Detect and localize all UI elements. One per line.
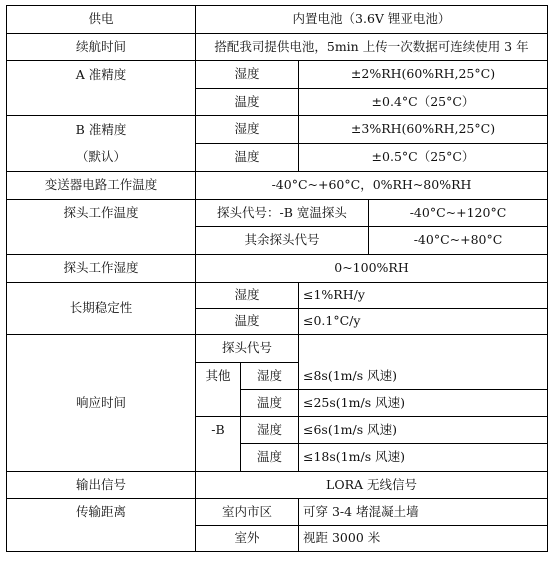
response-b-humidity-label: 湿度 [256,421,282,437]
stability-label: 长期稳定性 [69,300,133,316]
distance-outdoor-label: 室外 [234,530,260,546]
response-b-humidity-value: ≤6s(1m/s 风速) [303,421,398,437]
accuracy-b-humidity-value: ±3%RH(60%RH,25°C) [350,121,496,137]
accuracy-b-humidity-label: 湿度 [234,121,260,137]
probe-temp-b-label: 探头代号：-B 宽温探头 [217,204,347,220]
probe-humidity-value: 0~100%RH [334,260,409,276]
output-label: 输出信号 [75,476,126,492]
response-other-humidity-label: 湿度 [256,367,282,383]
probe-temp-others-value: -40°C~+80°C [413,232,503,248]
stability-humidity-label: 湿度 [234,287,260,303]
response-other-temperature-label: 温度 [256,394,282,410]
response-probe-header: 探头代号 [221,340,272,356]
response-other-label: 其他 [205,367,231,383]
distance-label: 传输距离 [75,503,126,519]
probe-temp-others-label: 其余探头代号 [244,232,320,248]
circuit-temp-label: 变送器电路工作温度 [44,177,158,193]
power-value: 内置电池（3.6V 锂亚电池） [292,11,451,27]
distance-outdoor-value: 视距 3000 米 [303,530,381,546]
response-label: 响应时间 [75,394,126,410]
accuracy-b-default-label: （默认） [75,149,126,165]
stability-temperature-label: 温度 [234,313,260,329]
accuracy-a-humidity-label: 湿度 [234,66,260,82]
accuracy-a-label: A 准精度 [75,66,127,82]
probe-humidity-label: 探头工作湿度 [63,260,139,276]
endurance-label: 续航时间 [75,38,126,54]
response-b-temperature-value: ≤18s(1m/s 风速) [303,449,405,465]
response-other-humidity-value: ≤8s(1m/s 风速) [303,367,398,383]
accuracy-b-label: B 准精度 [75,121,127,137]
accuracy-b-temperature-label: 温度 [234,149,260,165]
stability-humidity-value: ≤1%RH/y [303,287,365,303]
response-b-label: -B [211,421,225,437]
circuit-temp-value: -40°C~+60°C，0%RH~80%RH [271,177,472,193]
power-label: 供电 [88,11,114,27]
accuracy-a-humidity-value: ±2%RH(60%RH,25°C) [350,66,496,82]
accuracy-a-temperature-label: 温度 [234,93,260,109]
probe-temp-label: 探头工作温度 [63,204,139,220]
response-b-temperature-label: 温度 [256,449,282,465]
stability-temperature-value: ≤0.1°C/y [303,313,361,329]
distance-indoor-label: 室内市区 [221,503,272,519]
probe-temp-b-value: -40°C~+120°C [409,204,507,220]
response-other-temperature-value: ≤25s(1m/s 风速) [303,394,405,410]
endurance-value: 搭配我司提供电池，5min 上传一次数据可连续使用 3 年 [214,38,529,54]
accuracy-b-temperature-value: ±0.5°C（25°C） [371,149,475,165]
output-value: LORA 无线信号 [326,476,417,492]
distance-indoor-value: 可穿 3-4 堵混凝土墙 [303,503,419,519]
accuracy-a-temperature-value: ±0.4°C（25°C） [371,93,475,109]
